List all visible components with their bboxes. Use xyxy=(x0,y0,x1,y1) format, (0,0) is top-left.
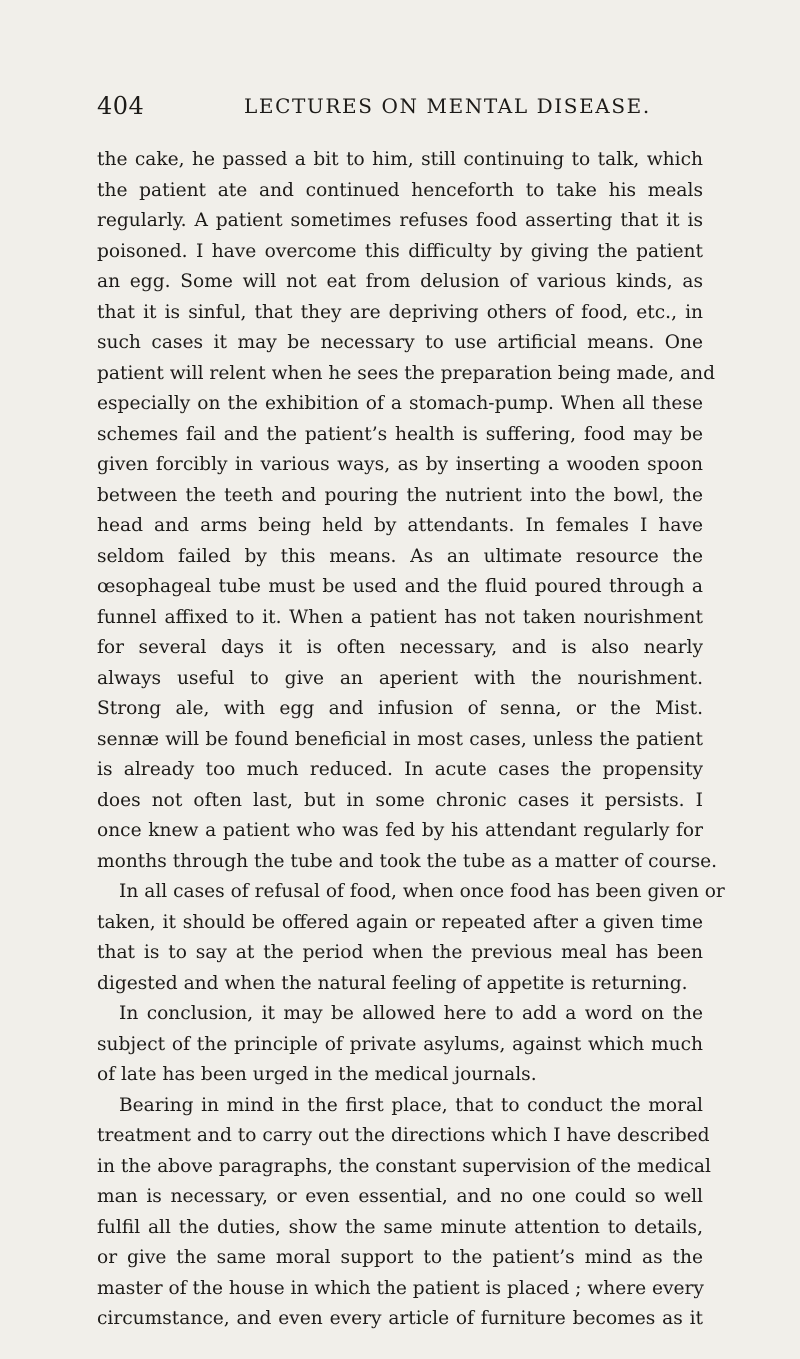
page-number: 404 xyxy=(97,92,145,120)
text-line: of late has been urged in the medical journals. xyxy=(97,1064,537,1085)
text-line: that is to say at the period when the previous meal has been xyxy=(97,942,703,963)
text-line: schemes fail and the patient’s health is suffering, food may be xyxy=(97,423,703,445)
text-line: funnel affixed to it. When a patient has not taken nourishment xyxy=(97,606,703,628)
text-line: that it is sinful, that they are depriving others of food, etc., in xyxy=(97,301,703,323)
text-line: subject of the principle of private asylums, against which much xyxy=(97,1033,703,1055)
text-line: regularly. A patient sometimes refuses food asserting that it is xyxy=(97,210,703,231)
text-line: the patient ate and continued henceforth to take his meals xyxy=(97,179,703,201)
text-line: fulfil all the duties, show the same minute attention to details, xyxy=(97,1216,703,1238)
body-text xyxy=(97,145,725,1335)
text-line: taken, it should be offered again or repeated after a given time xyxy=(97,911,703,933)
text-line: once knew a patient who was fed by his attendant regularly for xyxy=(97,820,703,841)
text-line: especially on the exhibition of a stomach-pump. When all these xyxy=(97,393,703,414)
text-line: such cases it may be necessary to use artificial means. One xyxy=(97,332,703,353)
text-line: circumstance, and even every article of furniture becomes as it xyxy=(97,1308,703,1329)
text-line: for several days it is often necessary, and is also nearly xyxy=(97,637,703,658)
running-head xyxy=(97,92,700,122)
text-line: Bearing in mind in the first place, that to conduct the moral xyxy=(119,1094,703,1116)
text-line: sennæ will be found beneficial in most cases, unless the patient xyxy=(97,728,703,750)
text-line: treatment and to carry out the directions which I have described xyxy=(97,1125,710,1146)
text-line: months through the tube and took the tube as a matter of course. xyxy=(97,850,718,872)
text-line: œsophageal tube must be used and the fluid poured through a xyxy=(97,576,703,597)
text-line: master of the house in which the patient is placed ; where every xyxy=(97,1277,704,1299)
text-line: poisoned. I have overcome this difficulty by giving the patient xyxy=(97,240,703,262)
text-line: an egg. Some will not eat from delusion of various kinds, as xyxy=(97,271,703,292)
text-line: does not often last, but in some chronic cases it persists. I xyxy=(97,789,703,811)
text-line: patient will relent when he sees the preparation being made, and xyxy=(97,362,715,384)
text-line: In conclusion, it may be allowed here to add a word on the xyxy=(119,1003,703,1024)
running-title: LECTURES ON MENTAL DISEASE. xyxy=(244,94,651,118)
text-line: or give the same moral support to the patient’s mind as the xyxy=(97,1247,703,1268)
text-line: between the teeth and pouring the nutrient into the bowl, the xyxy=(97,484,703,506)
text-line: given forcibly in various ways, as by inserting a wooden spoon xyxy=(97,454,703,475)
text-line: In all cases of refusal of food, when once food has been given or xyxy=(119,881,725,902)
text-line: seldom failed by this means. As an ultimate resource the xyxy=(97,545,703,567)
text-line: the cake, he passed a bit to him, still continuing to talk, which xyxy=(97,149,703,170)
text-line: always useful to give an aperient with the nourishment. xyxy=(97,667,703,689)
text-line: in the above paragraphs, the constant supervision of the medical xyxy=(97,1155,711,1177)
text-line: man is necessary, or even essential, and no one could so well xyxy=(97,1186,703,1207)
text-line: Strong ale, with egg and infusion of senna, or the Mist. xyxy=(97,698,703,719)
text-line: digested and when the natural feeling of appetite is returning. xyxy=(97,972,688,994)
text-line: head and arms being held by attendants. In females I have xyxy=(97,515,703,536)
text-line: is already too much reduced. In acute cases the propensity xyxy=(97,759,703,780)
